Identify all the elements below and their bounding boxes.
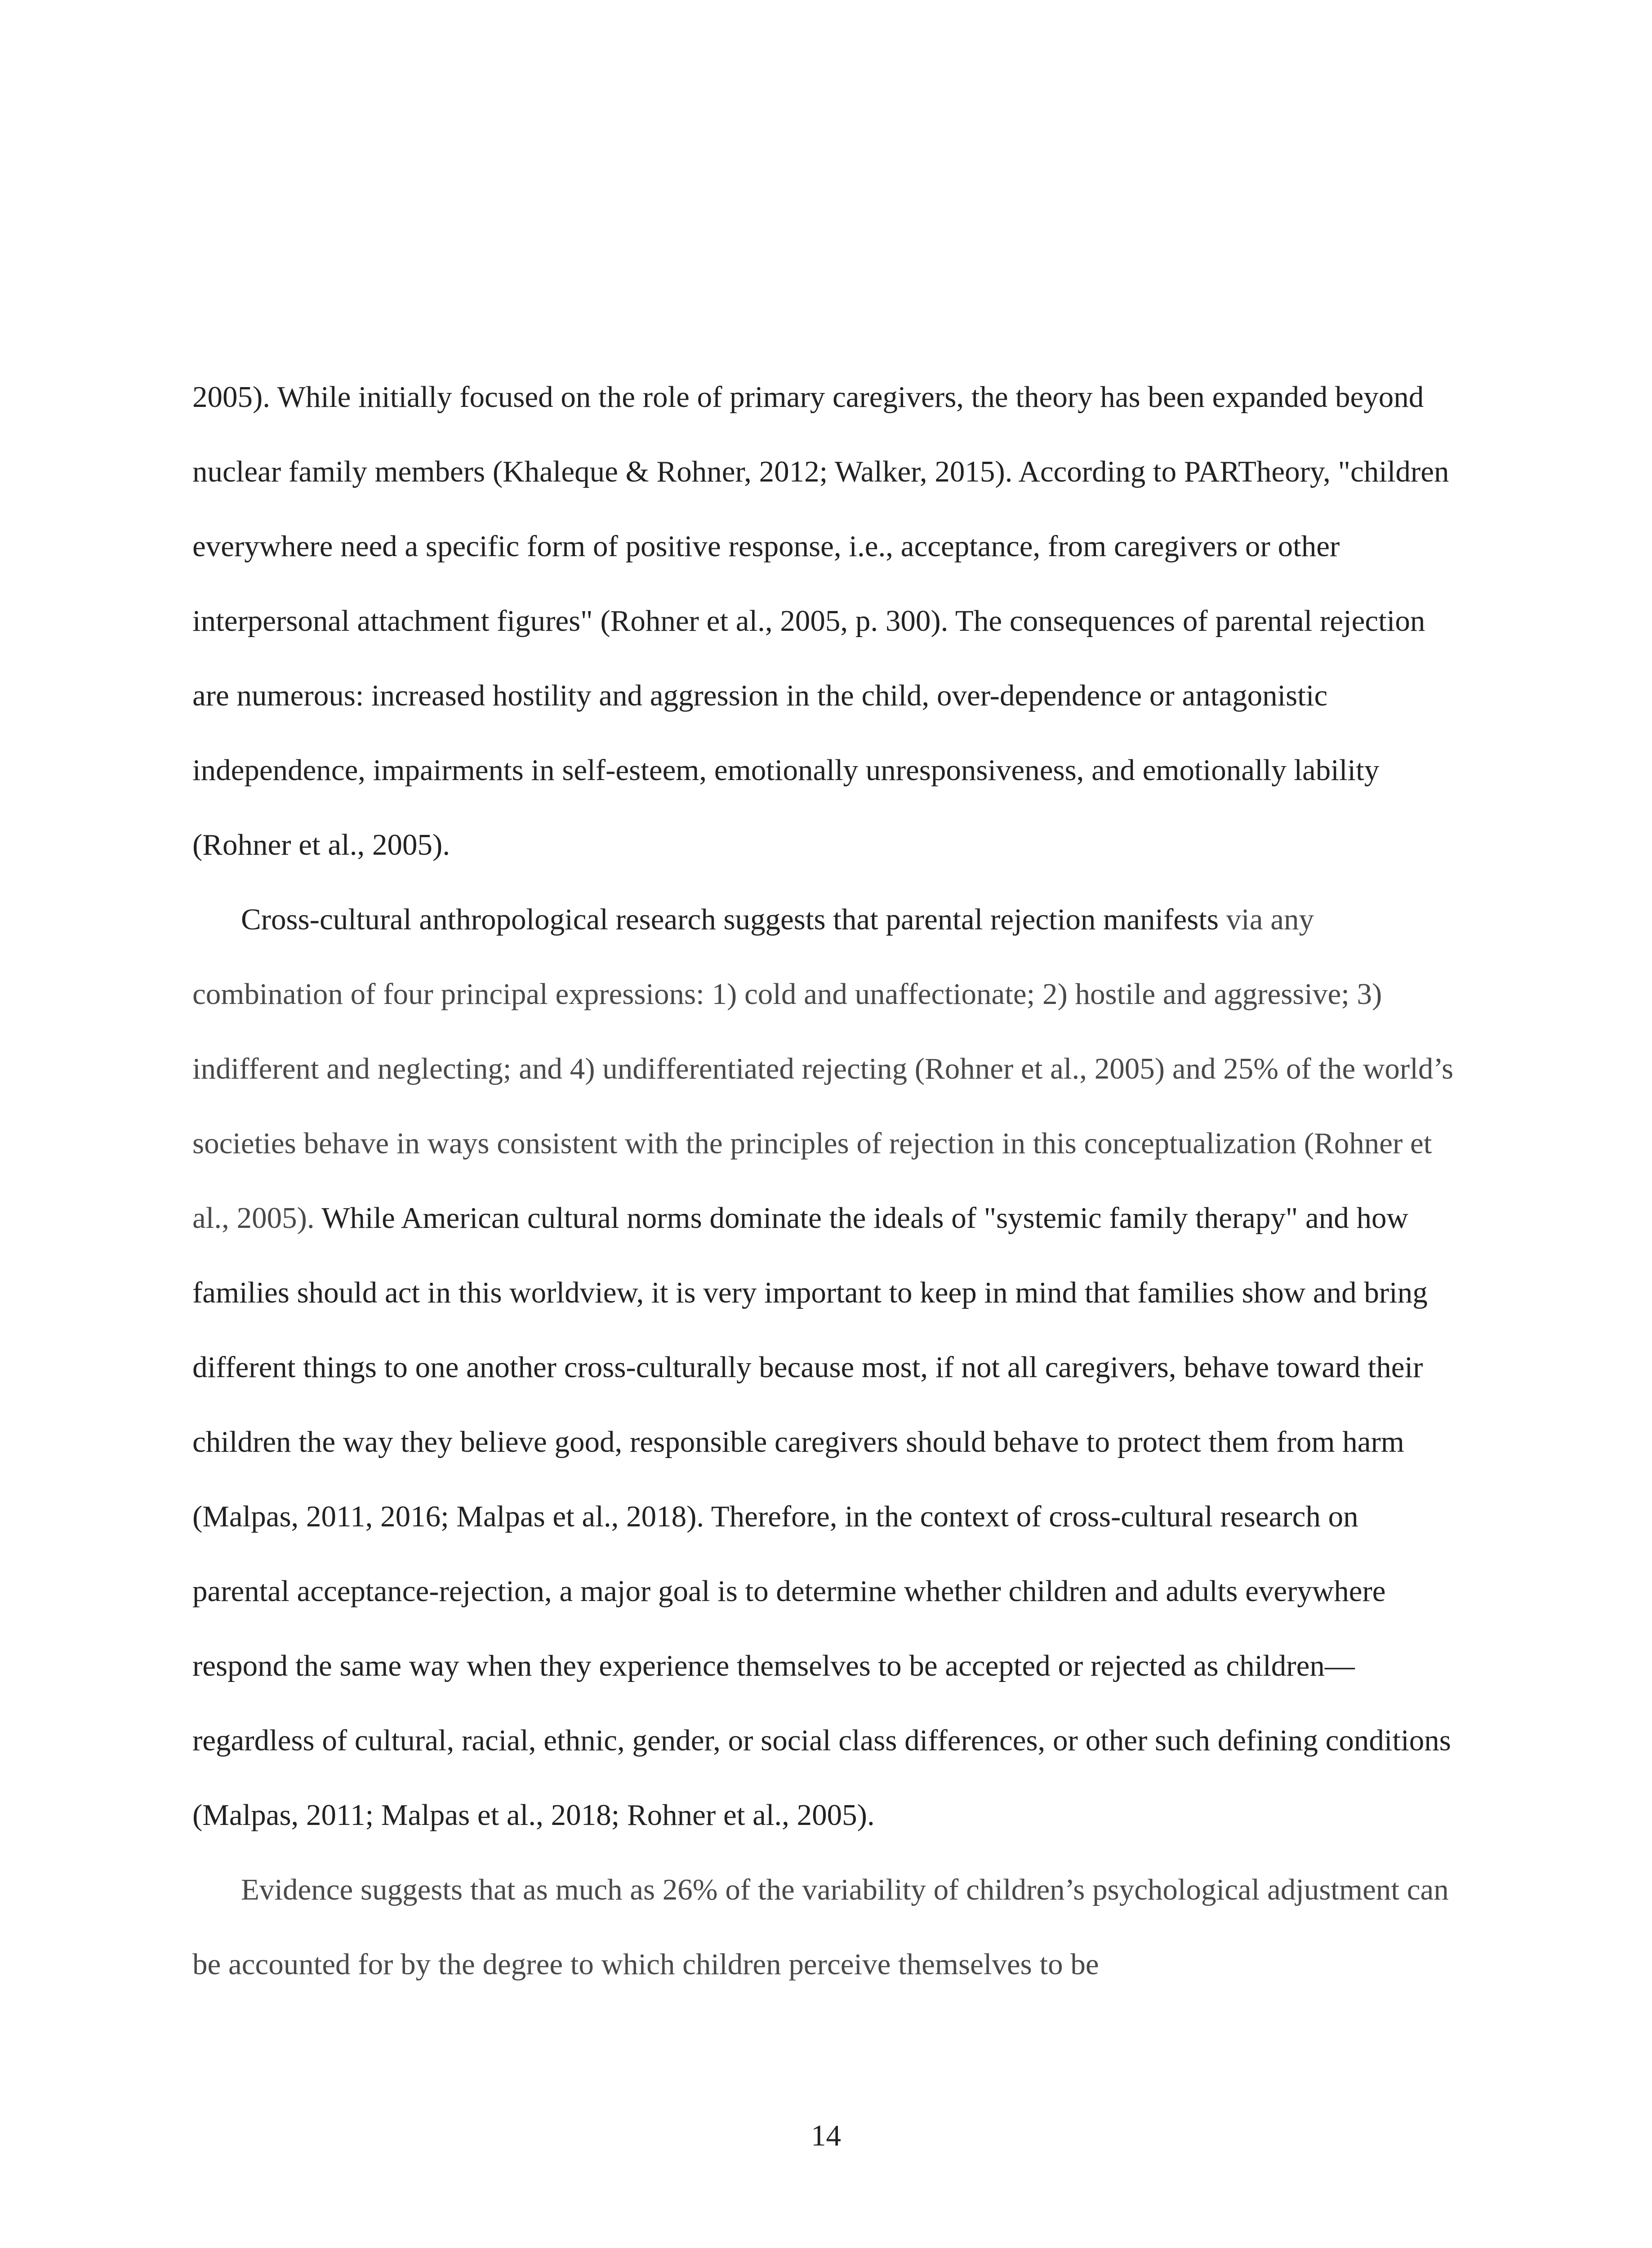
- page-number: 14: [811, 2119, 841, 2152]
- paragraph-2-text-c: While American cultural norms dominate the ideals of "systemic family therapy" and how families should act in this worldview, it is very important to keep in mind that families show and bring different things to one another cross-culturally because most, if not all caregivers, behave toward their children the way they believe good, responsible caregivers should behave to protect them from harm (Malpas, 2011, 2016; Malpas et al., 2018). Therefore, in the context of cross-cultural research on parental acceptance-rejection, a major goal is to determine whether children and adults everywhere respond the same way when they experience themselves to be accepted or rejected as children—regardless of cultural, racial, ethnic, gender, or social class differences, or other such defining conditions (Malpas, 2011; Malpas et al., 2018; Rohner et al., 2005).: [192, 1201, 1451, 1832]
- paragraph-1-text: 2005). While initially focused on the role of primary caregivers, the theory has been expanded beyond nuclear family members (Khaleque & Rohner, 2012; Walker, 2015). According to PARTheory, "children everywhere need a specific form of positive response, i.e., acceptance, from caregivers or other interpersonal attachment figures" (Rohner et al., 2005, p. 300). The consequences of parental rejection are numerous: increased hostility and aggression in the child, over-dependence or antagonistic independence, impairments in self-esteem, emotionally unresponsiveness, and emotionally lability (Rohner et al., 2005).: [192, 380, 1449, 861]
- paragraph-3-text: Evidence suggests that as much as 26% of the variability of children’s psychological adjustment can be accounted for by the degree to which children perceive themselves to be: [192, 1873, 1449, 1981]
- paragraph-2: [192, 882, 1460, 1852]
- paragraph-3: [192, 1852, 1460, 2002]
- paragraph-2-text-a: Cross-cultural anthropological research suggests that parental rejection manifests: [241, 903, 1226, 936]
- body-text: [192, 360, 1460, 2002]
- paragraph-2-text-b: via any combination of four principal expressions: 1) cold and unaffectionate; 2) hostile and aggressive; 3) indifferent and neglecting; and 4) undifferentiated rejecting (Rohner et al., 2005) and 25% of the world’s societies behave in ways consistent with the principles of rejection in this conceptualization (Rohner et al., 2005).: [192, 903, 1454, 1235]
- paragraph-1: [192, 360, 1460, 882]
